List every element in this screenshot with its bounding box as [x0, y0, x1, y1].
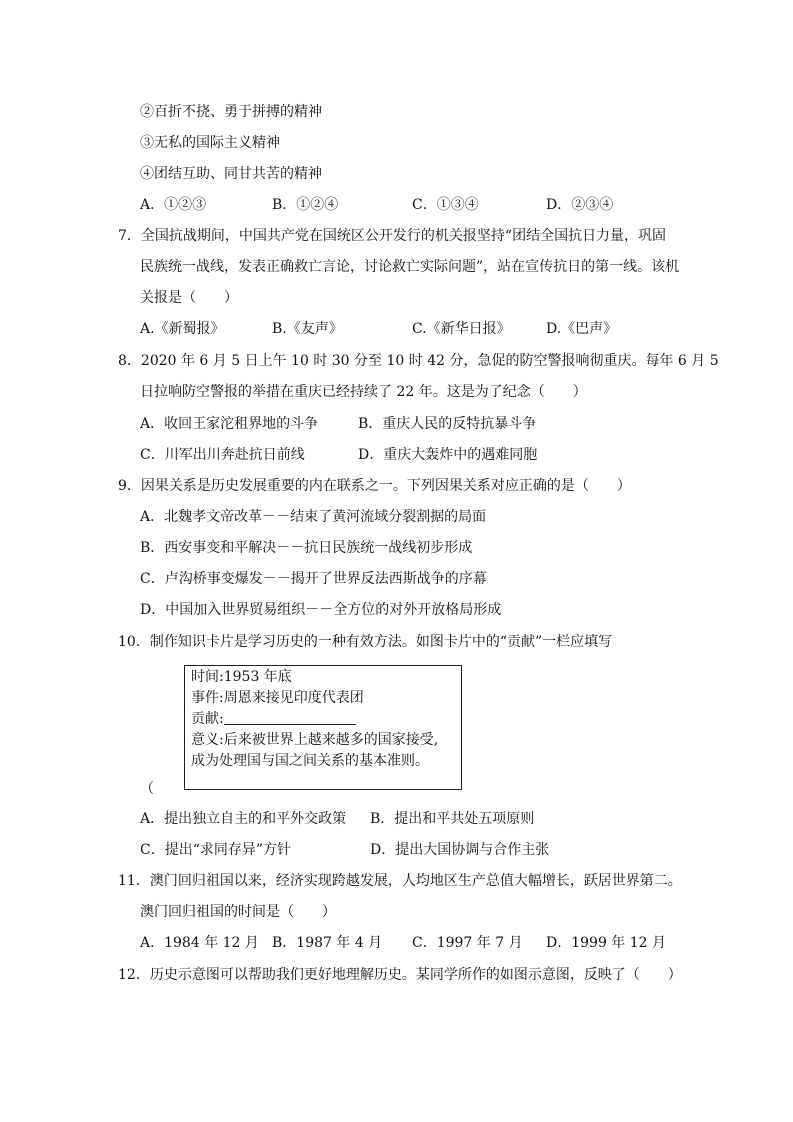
q11-option-b: B．1987 年 4 月	[272, 935, 383, 951]
q11-option-d: D．1999 年 12 月	[546, 935, 667, 951]
q10-option-b: B．提出和平共处五项原则	[370, 811, 535, 827]
q8-option-d: D．重庆大轰炸中的遇难同胞	[358, 447, 538, 463]
q6-option-a: A．①②③	[140, 197, 207, 213]
q9-option-d: D．中国加入世界贸易组织－－全方位的对外开放格局形成	[140, 602, 502, 618]
q6-option-c: C．①③④	[412, 197, 479, 213]
q9-option-c: C．卢沟桥事变爆发－－揭开了世界反法西斯战争的序幕	[140, 571, 487, 587]
q10-option-d: D．提出大国协调与合作主张	[370, 842, 550, 858]
q8-option-c: C．川军出川奔赴抗日前线	[140, 447, 305, 463]
card-contribution-row	[191, 709, 356, 729]
q11-option-c: C．1997 年 7 月	[412, 935, 523, 951]
q7-option-c: C.《新华日报》	[412, 321, 511, 337]
q7-option-a: A.《新蜀报》	[140, 321, 225, 337]
q10-option-a: A．提出独立自主的和平外交政策	[140, 811, 347, 827]
card-meaning-line-1: 意义:后来被世界上越来越多的国家接受,	[191, 732, 439, 748]
contribution-blank	[224, 710, 356, 725]
q7-option-d: D.《巴声》	[546, 321, 618, 337]
q6-option-d: D．②③④	[546, 197, 614, 213]
q10-stem-line-1: 10．制作知识卡片是学习历史的一种有效方法。如图卡片中的“贡献”一栏应填写	[118, 634, 613, 650]
q8-stem-line-2: 日拉响防空警报的举措在重庆已经持续了 22 年。这是为了纪念（ ）	[140, 384, 587, 400]
q8-option-b: B．重庆人民的反特抗暴斗争	[358, 416, 537, 432]
q11-stem-line-2: 澳门回归祖国的时间是（ ）	[140, 904, 336, 920]
q6-option-b: B．①②④	[272, 197, 339, 213]
card-time: 时间:1953 年底	[191, 669, 292, 685]
q7-option-b: B.《友声》	[272, 321, 343, 337]
q7-stem-line-1: 7．全国抗战期间，中国共产党在国统区公开发行的机关报坚持“团结全国抗日力量，巩固	[118, 228, 667, 244]
q11-stem-line-1: 11．澳门回归祖国以来，经济实现跨越发展，人均地区生产总值大幅增长，跃居世界第二。	[118, 873, 682, 889]
q6-item-2: ②百折不挠、勇于拼搏的精神	[140, 104, 322, 120]
q12-stem-line-1: 12．历史示意图可以帮助我们更好地理解历史。某同学所作的如图示意图，反映了（ ）	[118, 967, 682, 983]
q7-stem-line-2: 民族统一战线，发表正确救亡言论，讨论救亡实际问题”，站在宣传抗日的第一线。该机	[140, 259, 680, 275]
q10-option-c: C．提出“求同存异”方针	[140, 842, 292, 858]
q11-option-a: A．1984 年 12 月	[140, 935, 259, 951]
q6-item-3: ③无私的国际主义精神	[140, 135, 280, 151]
card-meaning-line-2: 成为处理国与国之间关系的基本准则。	[191, 753, 429, 769]
card-contribution-label: 贡献:	[191, 711, 224, 727]
q6-item-4: ④团结互助、同甘共苦的精神	[140, 166, 322, 182]
card-event: 事件:周恩来接见印度代表团	[191, 690, 364, 706]
q8-stem-line-1: 8．2020 年 6 月 5 日上午 10 时 30 分至 10 时 42 分，急促的防空警报响彻重庆。每年 6 月 5	[118, 353, 719, 369]
q8-option-a: A．收回王家沱租界地的斗争	[140, 416, 319, 432]
q9-option-b: B．西安事变和平解决－－抗日民族统一战线初步形成	[140, 540, 473, 556]
q9-stem-line-1: 9．因果关系是历史发展重要的内在联系之一。下列因果关系对应正确的是（ ）	[118, 478, 631, 494]
q7-stem-line-3: 关报是（ ）	[140, 290, 238, 306]
q9-option-a: A．北魏孝文帝改革－－结束了黄河流域分裂割据的局面	[140, 509, 487, 525]
knowledge-card	[184, 665, 462, 790]
q10-answer-paren: （	[140, 781, 154, 797]
